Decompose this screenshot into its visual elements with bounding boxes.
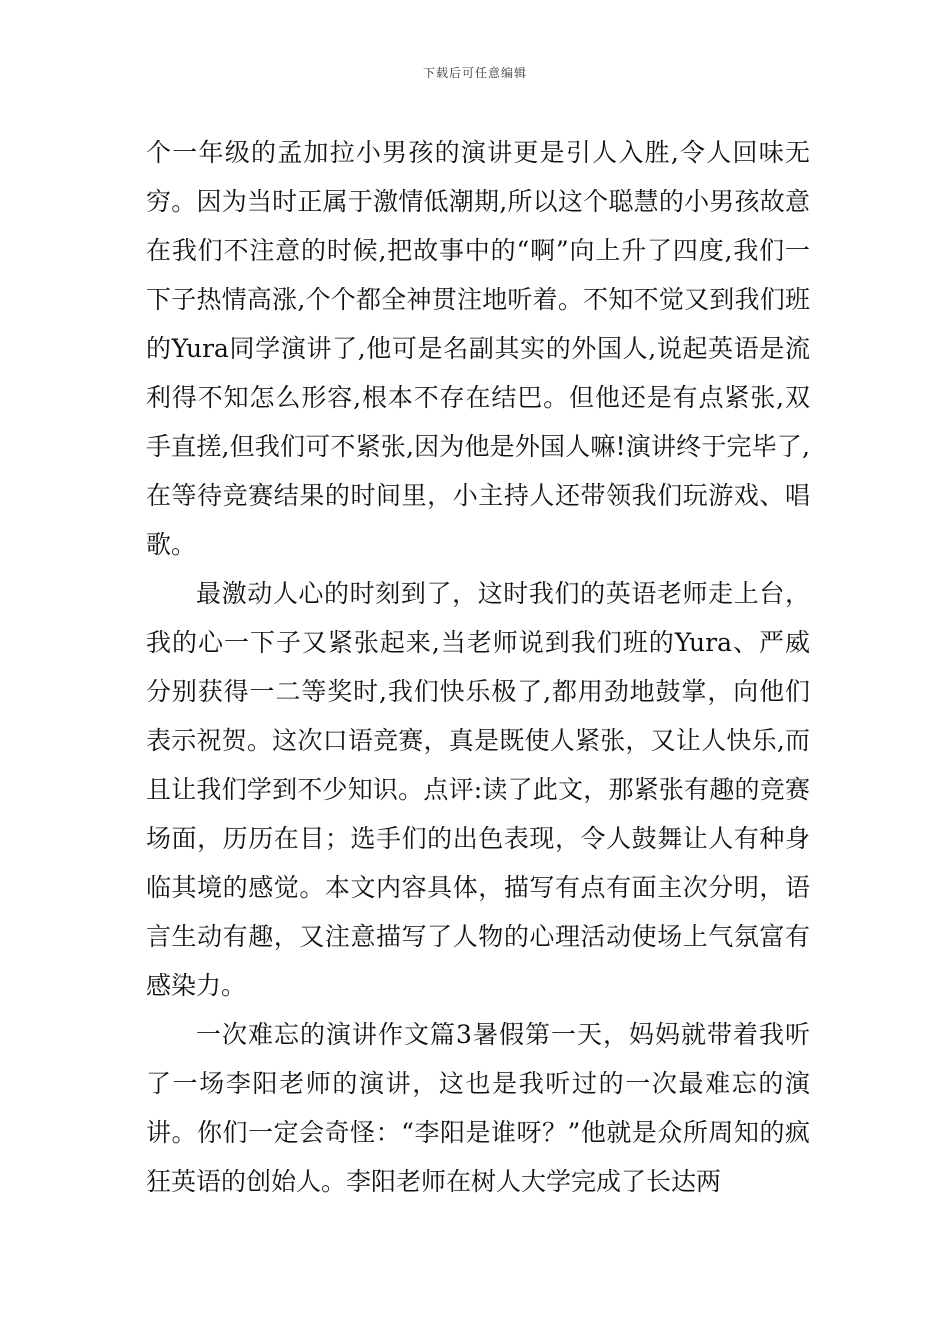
document-body — [146, 128, 810, 1206]
paragraph-3: 一次难忘的演讲作文篇3暑假第一天，妈妈就带着我听了一场李阳老师的演讲，这也是我听过的一次最难忘的演讲。你们一定会奇怪：“李阳是谁呀？”他就是众所周知的疯狂英语的创始人。李阳老师在树人大学完成了长达两 — [146, 1020, 810, 1196]
paragraph-1: 个一年级的孟加拉小男孩的演讲更是引人入胜,令人回味无穷。因为当时正属于激情低潮期,所以这个聪慧的小男孩故意在我们不注意的时候,把故事中的“啊”向上升了四度,我们一下子热情高涨,个个都全神贯注地听着。不知不觉又到我们班的Yura同学演讲了,他可是名副其实的外国人,说起英语是流利得不知怎么形容,根本不存在结巴。但他还是有点紧张,双手直搓,但我们可不紧张,因为他是外国人嘛!演讲终于完毕了,在等待竞赛结果的时间里，小主持人还带领我们玩游戏、唱歌。 — [146, 138, 810, 559]
paragraph-2: 最激动人心的时刻到了，这时我们的英语老师走上台，我的心一下子又紧张起来,当老师说到我们班的Yura、严威分别获得一二等奖时,我们快乐极了,都用劲地鼓掌，向他们表示祝贺。这次口语竞赛，真是既使人紧张，又让人快乐,而且让我们学到不少知识。点评:读了此文，那紧张有趣的竞赛场面，历历在目；选手们的出色表现，令人鼓舞让人有种身临其境的感觉。本文内容具体，描写有点有面主次分明，语言生动有趣，又注意描写了人物的心理活动使场上气氛富有感染力。 — [146, 579, 810, 1000]
page-header: 下载后可任意编辑 — [422, 66, 527, 80]
